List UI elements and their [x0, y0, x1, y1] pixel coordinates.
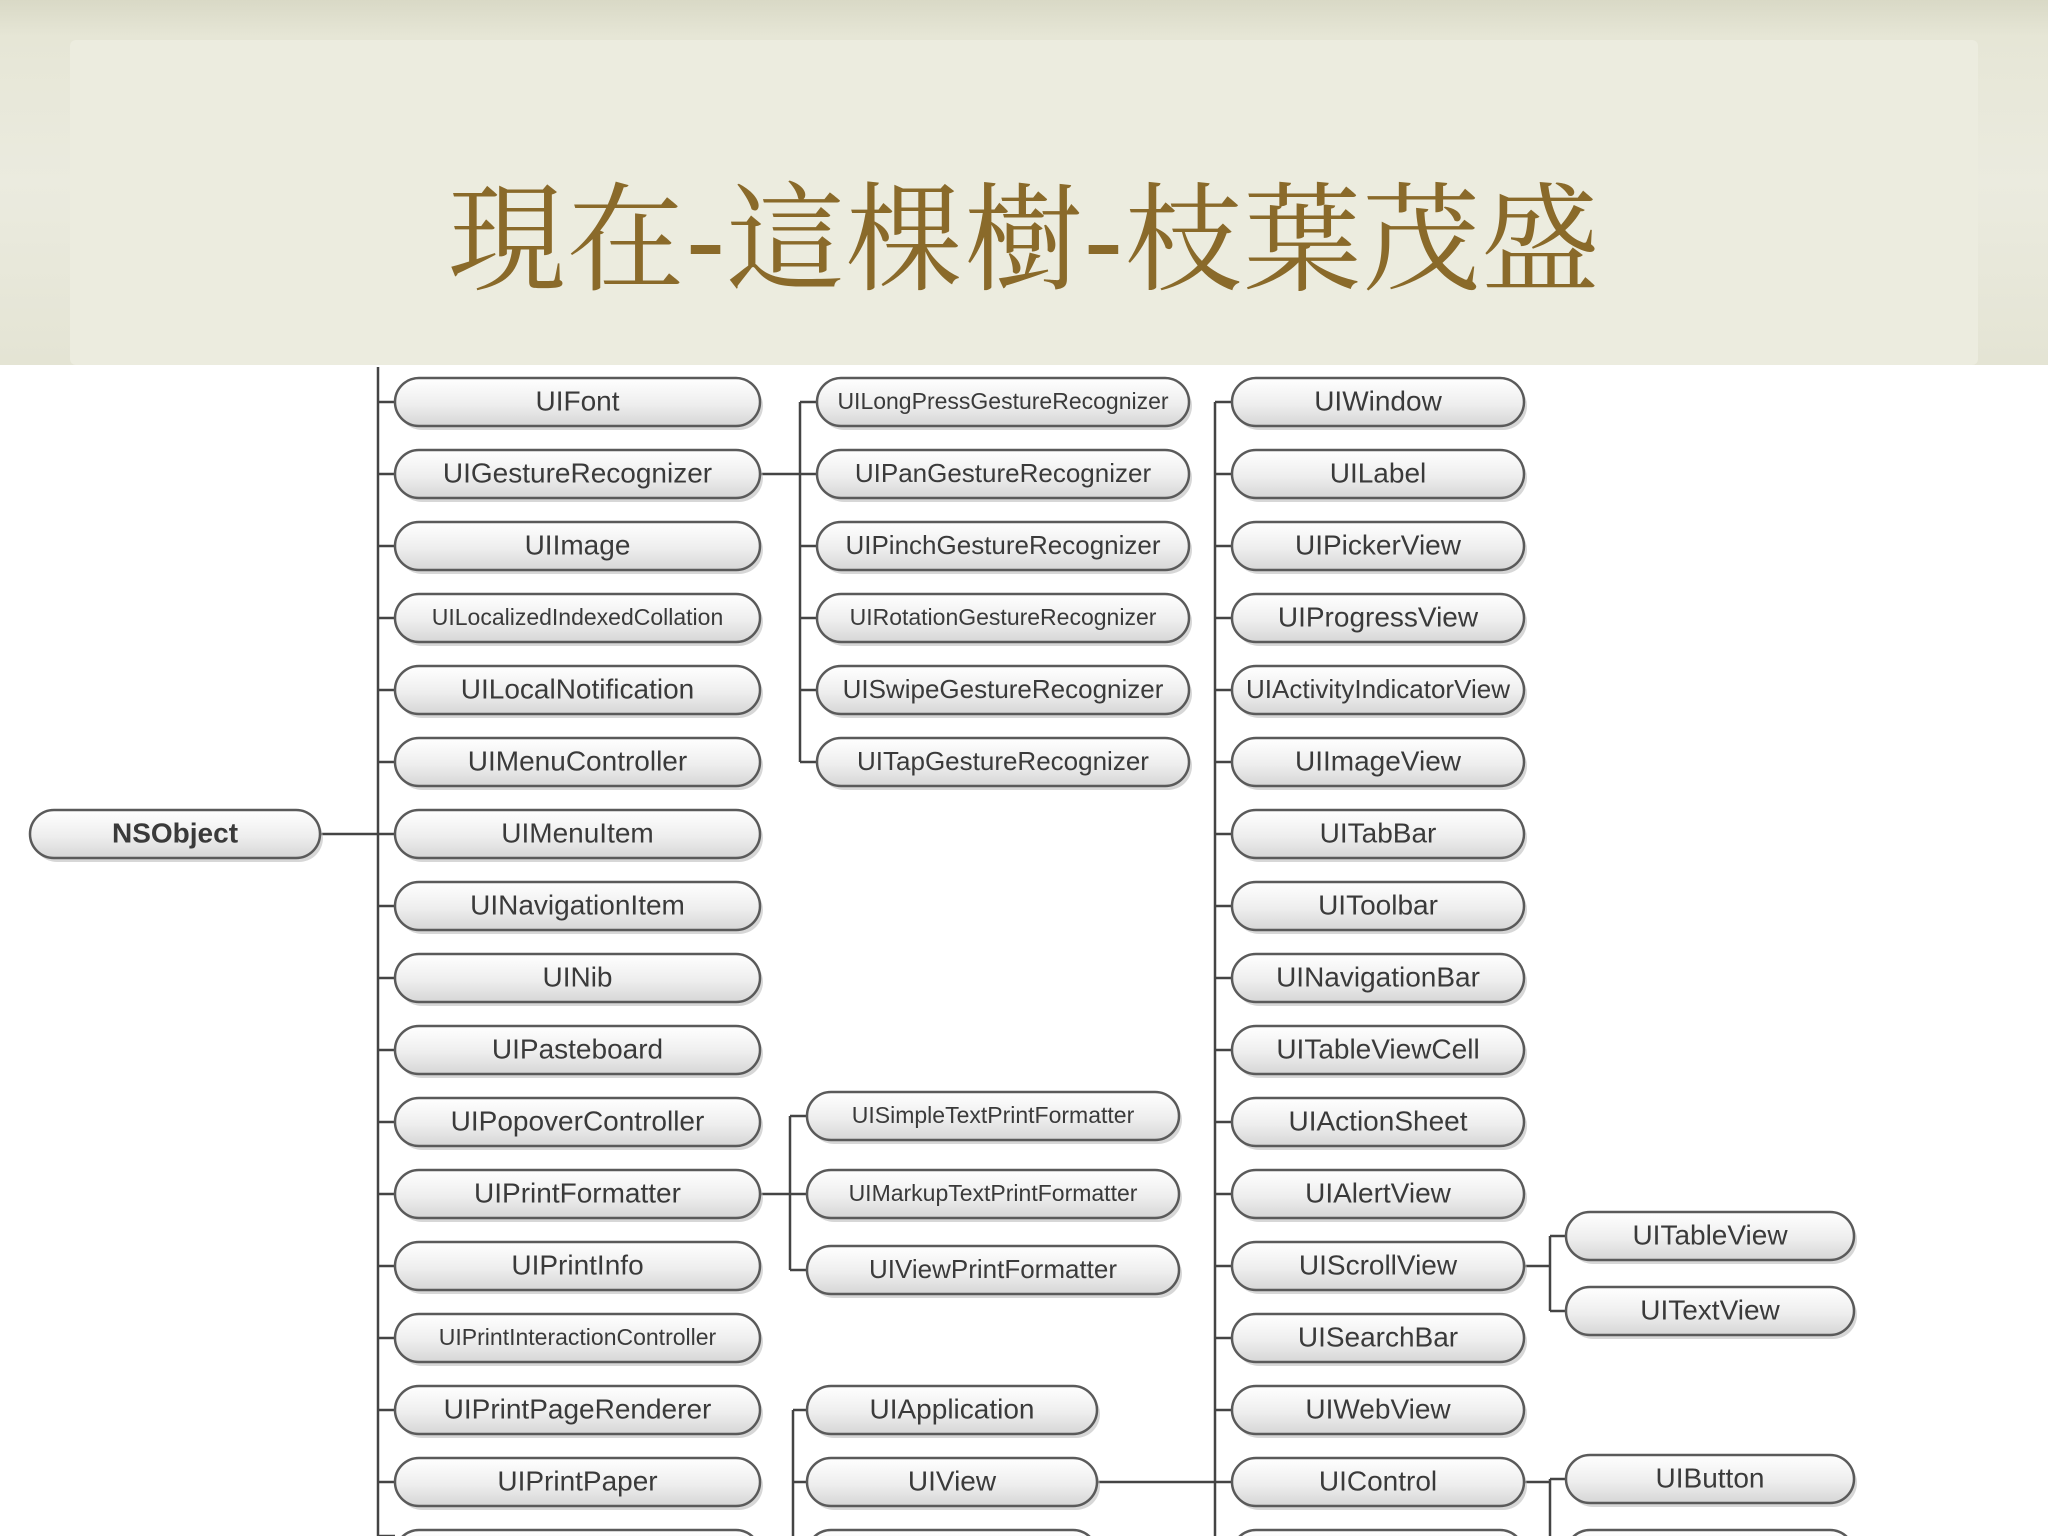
- node-label: UIAlertView: [1305, 1177, 1451, 1209]
- node-label: UIPasteboard: [491, 1033, 664, 1065]
- node-label: UISwipeGestureRecognizer: [842, 673, 1164, 704]
- class-node-uibutton: [1566, 1455, 1857, 1507]
- node-label: UIActionSheet: [1288, 1105, 1468, 1137]
- class-node-uitableview: [1566, 1212, 1857, 1264]
- node-label: UIPrintFormatter: [474, 1177, 681, 1209]
- node-label: UIWindow: [1314, 385, 1442, 417]
- node-label: UIControl: [1318, 1465, 1438, 1497]
- node-label: UIToolbar: [1318, 889, 1438, 921]
- node-label: UISimpleTextPrintFormatter: [851, 1102, 1135, 1129]
- class-node-uiprogressview: [1232, 594, 1527, 646]
- class-node-uialertview: [1232, 1170, 1527, 1222]
- cut-off-node: [1232, 1530, 1524, 1536]
- node-label: UIImageView: [1294, 745, 1462, 777]
- class-node-uiswipegesturerecognizer: [817, 666, 1192, 718]
- class-node-uiprintinfo: [395, 1242, 763, 1294]
- node-label: NSObject: [111, 817, 239, 849]
- node-label: UIPrintPageRenderer: [443, 1393, 712, 1425]
- node-label: UIPinchGestureRecognizer: [845, 529, 1161, 560]
- class-nodes: [30, 378, 1857, 1536]
- node-label: UIRotationGestureRecognizer: [849, 604, 1157, 631]
- class-node-uipopovercontroller: [395, 1098, 763, 1150]
- class-node-uirotationgesturerecognizer: [817, 594, 1192, 646]
- class-node-uiview: [807, 1458, 1100, 1510]
- class-node-uipinchgesturerecognizer: [817, 522, 1192, 574]
- node-label: UIPrintPaper: [497, 1465, 658, 1497]
- class-node-uiapplication: [807, 1386, 1100, 1438]
- class-node-uipickerview: [1232, 522, 1527, 574]
- node-label: UIApplication: [869, 1393, 1035, 1425]
- node-label: UIFont: [535, 385, 620, 417]
- node-label: UIPrintInteractionController: [438, 1324, 717, 1351]
- class-node-uinavigationitem: [395, 882, 763, 934]
- class-node-uitextview: [1566, 1287, 1857, 1339]
- class-node-uimenuitem: [395, 810, 763, 862]
- cut-off-node: [395, 1530, 760, 1536]
- node-label: UIGestureRecognizer: [442, 457, 713, 489]
- class-node-uilabel: [1232, 450, 1527, 502]
- class-node-uisimpletextprintformatter: [807, 1092, 1182, 1144]
- node-label: UILongPressGestureRecognizer: [837, 388, 1169, 415]
- node-label: UITextView: [1640, 1294, 1780, 1326]
- node-label: UIWebView: [1305, 1393, 1451, 1425]
- node-label: UIMenuItem: [501, 817, 654, 849]
- class-node-uiviewprintformatter: [807, 1246, 1182, 1298]
- class-node-uiwindow: [1232, 378, 1527, 430]
- class-node-uipasteboard: [395, 1026, 763, 1078]
- node-label: UILabel: [1329, 457, 1427, 489]
- class-node-uiprintinteractioncontroller: [395, 1314, 763, 1366]
- class-node-uipangesturerecognizer: [817, 450, 1192, 502]
- node-label: UIButton: [1655, 1462, 1765, 1494]
- node-label: UIProgressView: [1277, 601, 1479, 633]
- class-node-uiimageview: [1232, 738, 1527, 790]
- node-label: UITabBar: [1319, 817, 1437, 849]
- class-node-uinavigationbar: [1232, 954, 1527, 1006]
- node-label: UITapGestureRecognizer: [857, 745, 1149, 776]
- class-node-uiactivityindicatorview: [1232, 666, 1527, 718]
- class-node-uiactionsheet: [1232, 1098, 1527, 1150]
- class-node-uigesturerecognizer: [395, 450, 763, 502]
- node-label: UIImage: [524, 529, 631, 561]
- class-node-uinib: [395, 954, 763, 1006]
- class-node-uifont: [395, 378, 763, 430]
- node-label: UIView: [907, 1465, 997, 1497]
- class-node-uitabbar: [1232, 810, 1527, 862]
- node-label: UIPanGestureRecognizer: [854, 457, 1152, 488]
- node-label: UILocalizedIndexedCollation: [431, 604, 724, 631]
- class-node-uilongpressgesturerecognizer: [817, 378, 1192, 430]
- class-node-uilocalnotification: [395, 666, 763, 718]
- class-node-uitoolbar: [1232, 882, 1527, 934]
- class-node-uicontrol: [1232, 1458, 1527, 1510]
- class-node-uiprintformatter: [395, 1170, 763, 1222]
- node-label: UINavigationItem: [470, 889, 685, 921]
- slide-title: 現在-這棵樹-枝葉茂盛: [447, 171, 1601, 309]
- class-node-uitapgesturerecognizer: [817, 738, 1192, 790]
- class-node-uiwebview: [1232, 1386, 1527, 1438]
- node-label: UIPrintInfo: [511, 1249, 644, 1281]
- node-label: UIPopoverController: [450, 1105, 705, 1137]
- node-label: UISearchBar: [1297, 1321, 1459, 1353]
- node-label: UIViewPrintFormatter: [868, 1253, 1118, 1284]
- class-node-uimarkuptextprintformatter: [807, 1170, 1182, 1222]
- node-label: UIPickerView: [1295, 529, 1461, 561]
- class-node-uiprintpagerenderer: [395, 1386, 763, 1438]
- node-label: UILocalNotification: [460, 673, 695, 705]
- class-node-uilocalizedindexedcollation: [395, 594, 763, 646]
- node-label: UIMenuController: [467, 745, 688, 777]
- cut-off-node: [807, 1530, 1097, 1536]
- class-node-nsobject: [30, 810, 323, 862]
- node-label: UINavigationBar: [1276, 961, 1480, 993]
- node-label: UITableViewCell: [1276, 1033, 1480, 1065]
- class-node-uiimage: [395, 522, 763, 574]
- node-label: UIMarkupTextPrintFormatter: [848, 1180, 1138, 1207]
- node-label: UINib: [542, 961, 613, 993]
- class-node-uiscrollview: [1232, 1242, 1527, 1294]
- class-node-uitableviewcell: [1232, 1026, 1527, 1078]
- class-node-uimenucontroller: [395, 738, 763, 790]
- class-node-uiprintpaper: [395, 1458, 763, 1510]
- class-node-uisearchbar: [1232, 1314, 1527, 1366]
- node-label: UIActivityIndicatorView: [1246, 673, 1510, 704]
- cut-off-node: [1566, 1530, 1854, 1536]
- node-label: UIScrollView: [1298, 1249, 1458, 1281]
- node-label: UITableView: [1632, 1219, 1788, 1251]
